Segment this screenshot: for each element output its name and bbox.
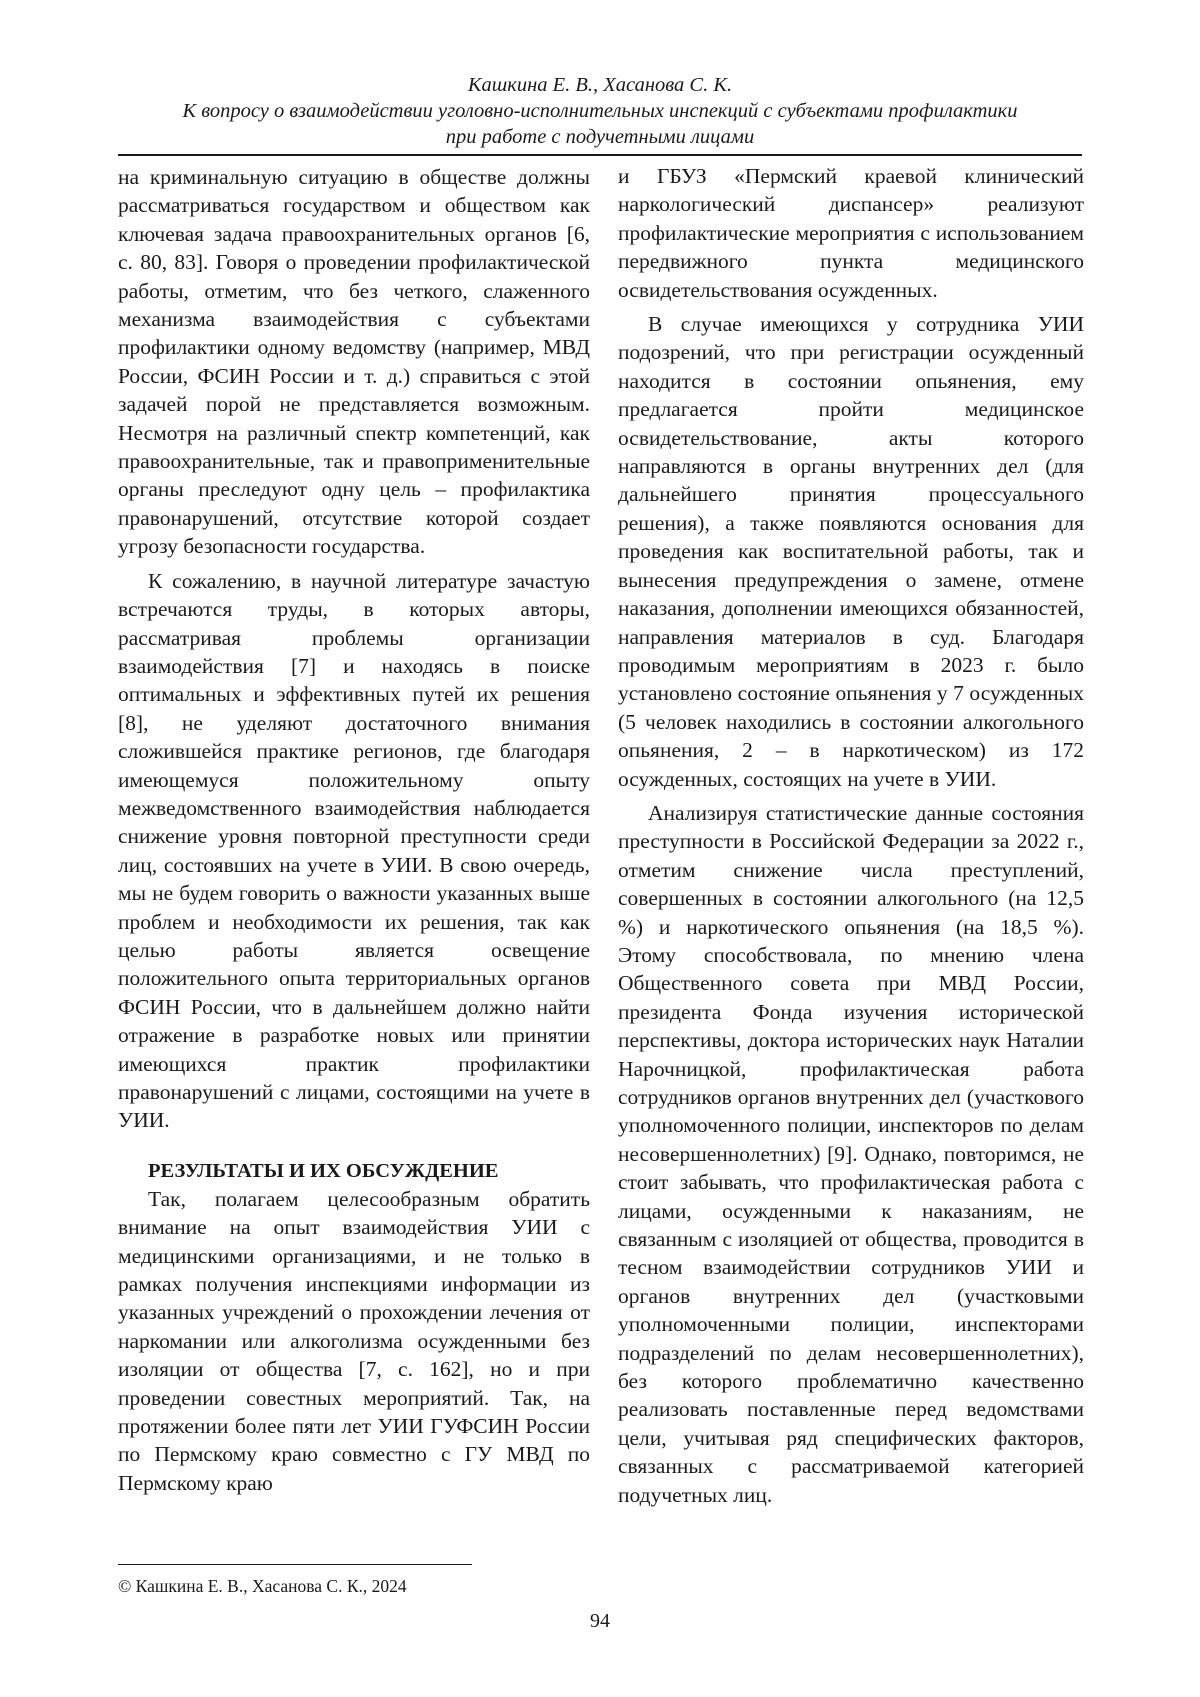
left-column: [118, 163, 590, 1503]
running-header: [118, 72, 1082, 150]
header-authors: Кашкина Е. В., Хасанова С. К.: [467, 74, 733, 96]
body-paragraph: К сожалению, в научной литературе зачастую встречаются труды, в которых авторы, рассматривая проблемы организации взаимодействия [7] и находясь в поиске оптимальных и эффективных путей их решения [8], не уделяют достаточного внимания сложившейся практике регионов, где благодаря имеющемуся положительному опыту межведомственного взаимодействия наблюдается снижение уровня повторной преступности среди лиц, состоявших на учете в УИИ. В свою очередь, мы не будем говорить о важности указанных выше проблем и необходимости их решения, так как целью работы является освещение положительного опыта территориальных органов ФСИН России, что в дальнейшем должно найти отражение в разработке новых или принятии имеющихся практик профилактики правонарушений с лицами, состоящими на учете в УИИ.: [118, 568, 590, 1133]
page-number: 94: [590, 1610, 610, 1632]
footnote-divider: [118, 1564, 472, 1565]
header-divider: [118, 154, 1082, 156]
right-column: [618, 162, 1084, 1515]
body-paragraph: на криминальную ситуацию в обществе должны рассматриваться государством и обществом как ключевая задача правоохранительных органов [6, с. 80, 83]. Говоря о проведении профилактической работы, отметим, что без четкого, слаженного механизма взаимодействия с субъектами профилактики одному ведомству (например, МВД России, ФСИН России и т. д.) справиться с этой задачей порой не представляется возможным. Несмотря на различный спектр компетенций, как правоохранительные, так и правоприменительные органы преследуют одну цель – профилактика правонарушений, отсутствие которой создает угрозу безопасности государства.: [118, 165, 590, 559]
copyright-footnote: © Кашкина Е. В., Хасанова С. К., 2024: [118, 1576, 407, 1596]
body-paragraph: В случае имеющихся у сотрудника УИИ подозрений, что при регистрации осужденный находится в состоянии опьянения, ему предлагается пройти медицинское освидетельствование, акты которого направляются в органы внутренних дел (для дальнейшего принятия процессуального решения), а также появляются основания для проведения как воспитательной работы, так и вынесения предупреждения о замене, отмене наказания, дополнении имеющихся обязанностей, направления материалов в суд. Благодаря проводимым мероприятиям в 2023 г. было установлено состояние опьянения у 7 осужденных (5 человек находились в состоянии алкогольного опьянения, 2 – в наркотическом) из 172 осужденных, состоящих на учете в УИИ.: [618, 312, 1084, 791]
body-paragraph: Так, полагаем целесообразным обратить внимание на опыт взаимодействия УИИ с медицинскими организациями, и не только в рамках получения инспекциями информации из указанных учреждений о прохождении лечения от наркомании или алкоголизма осужденными без изоляции от общества [7, с. 162], но и при проведении совестных мероприятий. Так, на протяжении более пяти лет УИИ ГУФСИН России по Пермскому краю совместно с ГУ МВД по Пермскому краю: [118, 1186, 590, 1495]
section-heading: РЕЗУЛЬТАТЫ И ИХ ОБСУЖДЕНИЕ: [148, 1159, 499, 1182]
header-title-line2: при работе с подучетными лицами: [445, 126, 755, 148]
body-paragraph: и ГБУЗ «Пермский краевой клинический наркологический диспансер» реализуют профилактические мероприятия с использованием передвижного пункта медицинского освидетельствования осужденных.: [618, 164, 1084, 302]
header-title-line1: К вопросу о взаимодействии уголовно-исполнительных инспекций с субъектами профилактики: [182, 100, 1018, 122]
body-paragraph: Анализируя статистические данные состояния преступности в Российской Федерации за 2022 г., отметим снижение числа преступлений, совершенных в состоянии алкогольного (на 12,5 %) и наркотического опьянения (на 18,5 %). Этому способствовала, по мнению члена Общественного совета при МВД России, президента Фонда изучения исторической перспективы, доктора исторических наук Наталии Нарочницкой, профилактическая работа сотрудников органов внутренних дел (участкового уполномоченного полиции, инспекторов по делам несовершеннолетних) [9]. Однако, повторимся, не стоит забывать, что профилактическая работа с лицами, осужденными к наказаниям, не связанным с изоляцией от общества, проводится в тесном взаимодействии сотрудников УИИ и органов внутренних дел (участковыми уполномоченными полиции, инспекторами подразделений по делам несовершеннолетних), без которого проблематично качественно реализовать поставленные перед ведомствами цели, учитывая ряд специфических факторов, связанных с рассматриваемой категорией подучетных лиц.: [618, 800, 1084, 1507]
